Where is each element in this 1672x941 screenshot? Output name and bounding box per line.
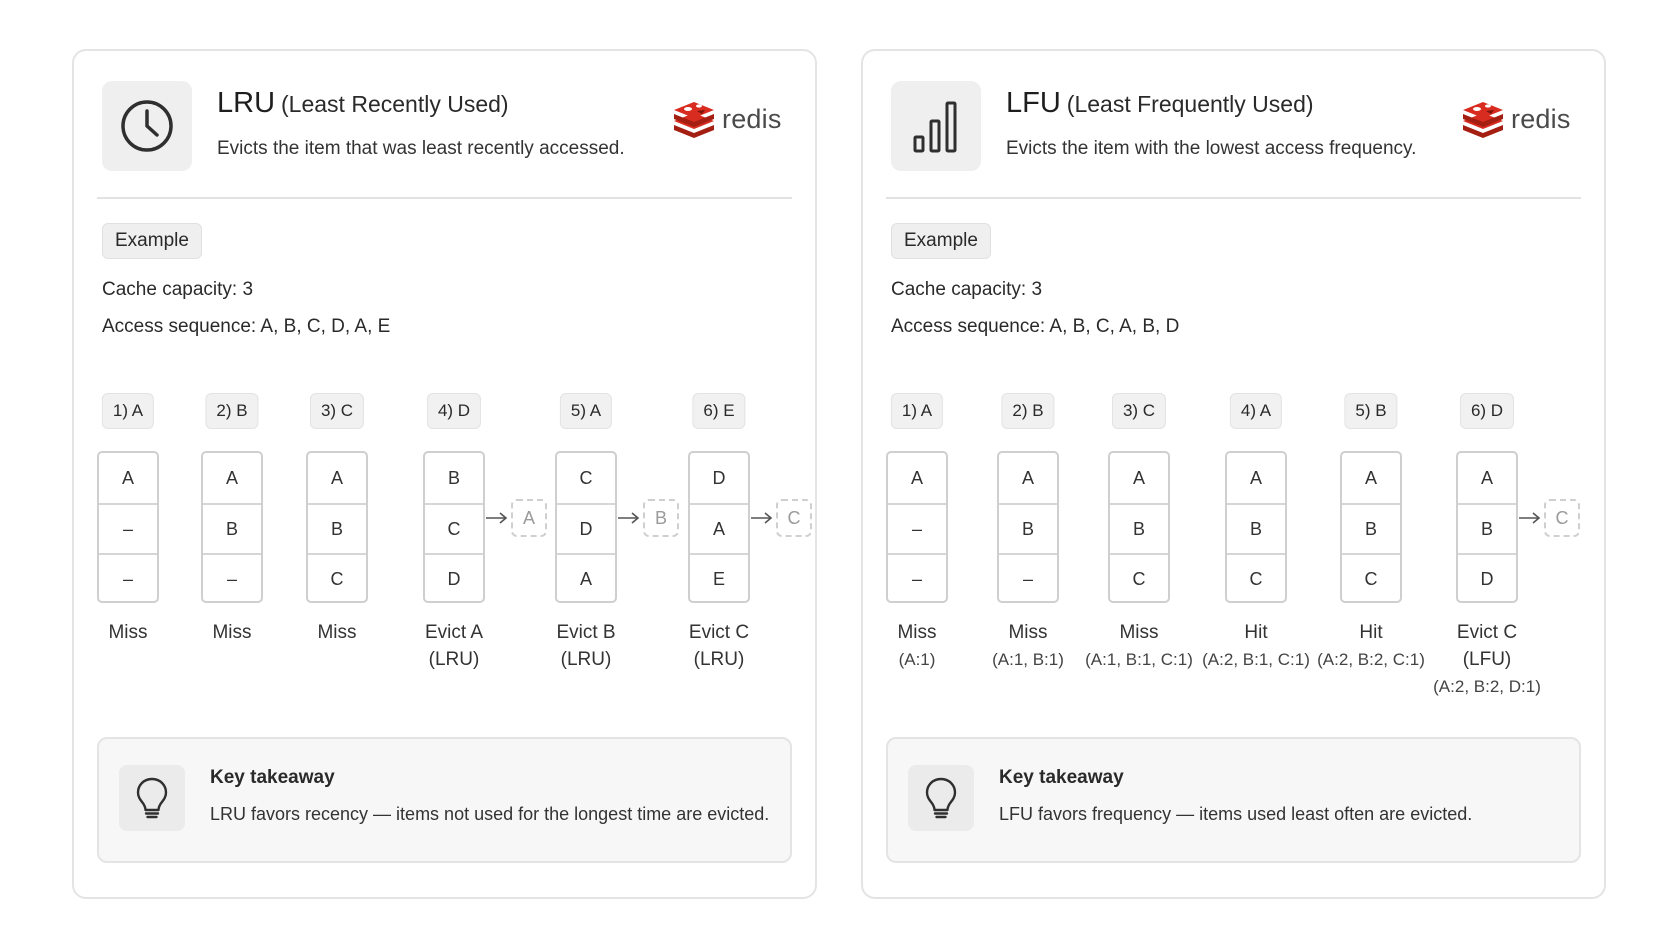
frequency-counts: (A:2, B:1, C:1): [1202, 650, 1310, 669]
frequency-counts: (A:1): [898, 650, 936, 669]
key-takeaway-box: [886, 737, 1581, 863]
cache-slot: D: [1458, 553, 1516, 603]
lru-card: [72, 49, 817, 899]
cache-slot: B: [447, 467, 460, 488]
step-label: 3) C: [310, 393, 364, 429]
cache-slot: A: [121, 467, 134, 488]
cache-stack: [886, 451, 948, 603]
cache-slot: B: [1342, 503, 1400, 553]
arrow-right-icon: [750, 511, 774, 525]
frequency-counts: (A:1, B:1): [992, 650, 1064, 669]
step-outcome: [1085, 619, 1193, 673]
takeaway-text: LFU favors frequency — items used least often are evicted.: [999, 804, 1473, 824]
cache-stack: [97, 451, 159, 603]
cache-slot: B: [308, 503, 366, 553]
step-label: 3) C: [1112, 393, 1166, 429]
outcome-text: Evict C: [688, 622, 750, 643]
lru-subtitle: Evicts the item that was least recently accessed.: [217, 138, 625, 159]
cache-slot: B: [999, 503, 1057, 553]
step-label: 2) B: [1001, 393, 1054, 429]
cache-slot: C: [425, 503, 483, 553]
lightbulb-icon: [119, 765, 185, 831]
cache-stack: [201, 451, 263, 603]
evicted-item: [485, 499, 547, 537]
arrow-right-icon: [617, 511, 641, 525]
cache-slot: –: [99, 553, 157, 603]
cache-slot: B: [1227, 503, 1285, 553]
step-outcome: [1202, 619, 1310, 673]
cache-slot: D: [425, 553, 483, 603]
takeaway-title: Key takeaway: [210, 767, 335, 788]
step-outcome: [556, 619, 615, 673]
cache-stack: [306, 451, 368, 603]
step-outcome: [1317, 619, 1425, 673]
step-label: 1) A: [891, 393, 943, 429]
outcome-text: Hit: [1244, 622, 1268, 643]
cache-slot: A: [225, 467, 238, 488]
access-sequence: Access sequence: A, B, C, D, A, E: [102, 316, 391, 337]
outcome-text: Miss: [212, 622, 252, 643]
cache-slot: A: [1249, 467, 1262, 488]
cache-slot: –: [999, 553, 1057, 603]
divider: [97, 197, 792, 199]
evicted-ghost-box: C: [1544, 499, 1580, 537]
cache-slot: –: [99, 503, 157, 553]
cache-slot: B: [203, 503, 261, 553]
redis-wordmark: redis: [722, 103, 782, 134]
cache-stack: [1108, 451, 1170, 603]
step-label: 6) D: [1460, 393, 1514, 429]
redis-logo: [672, 99, 782, 139]
cache-stack: [997, 451, 1059, 603]
arrow-right-icon: [485, 511, 509, 525]
cache-slot: C: [308, 553, 366, 603]
takeaway-text: LRU favors recency — items not used for the longest time are evicted.: [210, 804, 770, 824]
lfu-title-abbr: LFU: [1006, 87, 1061, 119]
access-sequence: Access sequence: A, B, C, A, B, D: [891, 316, 1180, 337]
cache-capacity: Cache capacity: 3: [891, 279, 1043, 300]
outcome-text: Miss: [1119, 622, 1159, 643]
step-outcome: [212, 619, 251, 646]
evicted-item: [750, 499, 812, 537]
lfu-title-full: (Least Frequently Used): [1066, 91, 1314, 117]
cache-slot: A: [690, 503, 748, 553]
lru-title-abbr: LRU: [217, 87, 276, 119]
outcome-detail: (LRU): [428, 649, 480, 670]
evicted-ghost-box: A: [511, 499, 547, 537]
evicted-ghost-box: C: [776, 499, 812, 537]
bar-chart-icon: [891, 81, 981, 171]
step-label: 5) A: [560, 393, 612, 429]
cache-slot: C: [1227, 553, 1285, 603]
takeaway-title: Key takeaway: [999, 767, 1124, 788]
frequency-counts: (A:1, B:1, C:1): [1085, 650, 1193, 669]
cache-stack: [1456, 451, 1518, 603]
frequency-counts: (A:2, B:2, D:1): [1433, 677, 1541, 696]
lfu-subtitle: Evicts the item with the lowest access frequency.: [1006, 138, 1417, 159]
outcome-text: Evict B: [556, 622, 616, 643]
example-tag: Example: [891, 223, 991, 259]
step-label: 4) A: [1230, 393, 1282, 429]
cache-slot: C: [1110, 553, 1168, 603]
cache-slot: A: [1132, 467, 1145, 488]
cache-slot: E: [690, 553, 748, 603]
cache-slot: B: [1110, 503, 1168, 553]
frequency-counts: (A:2, B:2, C:1): [1317, 650, 1425, 669]
cache-slot: A: [330, 467, 343, 488]
redis-icon: [672, 99, 716, 139]
clock-icon: [102, 81, 192, 171]
cache-slot: C: [1342, 553, 1400, 603]
lfu-title: [1006, 87, 1314, 120]
cache-stack: [688, 451, 750, 603]
outcome-text: Evict C: [1456, 622, 1518, 643]
step-outcome: [108, 619, 147, 646]
step-outcome: [317, 619, 356, 646]
lfu-card: [861, 49, 1606, 899]
outcome-text: Miss: [108, 622, 148, 643]
cache-stack: [423, 451, 485, 603]
step-outcome: [689, 619, 749, 673]
step-label: 4) D: [427, 393, 481, 429]
step-label: 2) B: [205, 393, 258, 429]
cache-capacity: Cache capacity: 3: [102, 279, 254, 300]
key-takeaway-box: [97, 737, 792, 863]
cache-slot: A: [557, 553, 615, 603]
cache-slot: A: [1364, 467, 1377, 488]
redis-icon: [1461, 99, 1505, 139]
lru-title: [217, 87, 509, 120]
step-outcome: [425, 619, 483, 673]
cache-slot: D: [712, 467, 726, 488]
outcome-text: Hit: [1359, 622, 1383, 643]
step-outcome: [992, 619, 1064, 673]
outcome-text: Miss: [1008, 622, 1048, 643]
outcome-detail: (LRU): [560, 649, 612, 670]
outcome-text: Evict A: [424, 622, 484, 643]
cache-slot: A: [910, 467, 923, 488]
outcome-text: Miss: [317, 622, 357, 643]
outcome-text: Miss: [897, 622, 937, 643]
cache-slot: A: [1480, 467, 1493, 488]
step-outcome: [1433, 619, 1541, 700]
outcome-detail: (LRU): [693, 649, 745, 670]
cache-slot: A: [1021, 467, 1034, 488]
lru-title-full: (Least Recently Used): [281, 91, 509, 117]
evicted-ghost-box: B: [643, 499, 679, 537]
outcome-detail: (LFU): [1462, 649, 1512, 670]
arrow-right-icon: [1518, 511, 1542, 525]
cache-slot: –: [203, 553, 261, 603]
cache-slot: –: [888, 553, 946, 603]
cache-stack: [555, 451, 617, 603]
step-label: 5) B: [1344, 393, 1397, 429]
cache-slot: D: [557, 503, 615, 553]
cache-slot: C: [579, 467, 593, 488]
example-tag: Example: [102, 223, 202, 259]
evicted-item: [617, 499, 679, 537]
cache-stack: [1340, 451, 1402, 603]
step-outcome: [897, 619, 936, 673]
evicted-item: [1518, 499, 1580, 537]
step-label: 6) E: [692, 393, 745, 429]
cache-stack: [1225, 451, 1287, 603]
lightbulb-icon: [908, 765, 974, 831]
redis-wordmark: redis: [1511, 103, 1571, 134]
step-label: 1) A: [102, 393, 154, 429]
cache-slot: –: [888, 503, 946, 553]
redis-logo: [1461, 99, 1571, 139]
cache-slot: B: [1458, 503, 1516, 553]
divider: [886, 197, 1581, 199]
